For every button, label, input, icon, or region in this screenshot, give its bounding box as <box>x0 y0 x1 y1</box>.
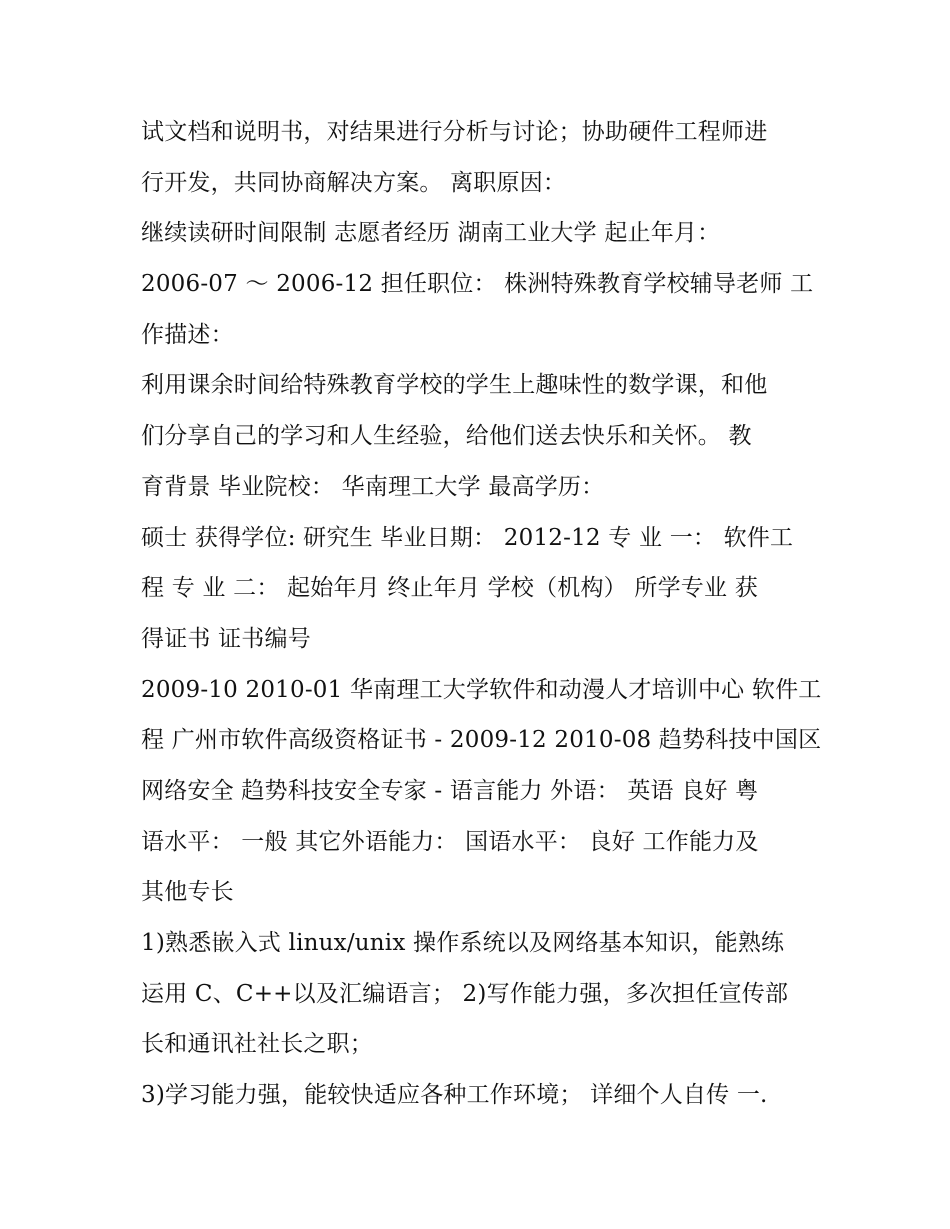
resume-text-block <box>141 107 821 1121</box>
text-line: 行开发，共同协商解决方案。 离职原因： <box>141 169 567 196</box>
text-line: 程 专 业 二： 起始年月 终止年月 学校（机构） 所学专业 获 <box>141 575 758 602</box>
text-line: 硕士 获得学位: 研究生 毕业日期： 2012-12 专 业 一： 软件工 <box>141 524 794 551</box>
text-line: 继续读研时间限制 志愿者经历 湖南工业大学 起止年月： <box>141 220 721 247</box>
text-line: 2009-10 2010-01 华南理工大学软件和动漫人才培训中心 软件工 <box>141 676 822 703</box>
text-line: 网络安全 趋势科技安全专家 - 语言能力 外语： 英语 良好 粤 <box>141 777 759 804</box>
text-line: 得证书 证书编号 <box>141 625 311 652</box>
text-line: 们分享自己的学习和人生经验，给他们送去快乐和关怀。 教 <box>141 423 752 450</box>
text-line: 1)熟悉嵌入式 linux/unix 操作系统以及网络基本知识，能熟练 <box>141 930 785 956</box>
text-line: 作描述： <box>141 321 234 348</box>
text-line: 2006-07 ～ 2006-12 担任职位： 株洲特殊教育学校辅导老师 工 <box>141 271 814 298</box>
text-line: 运用 C、C++以及汇编语言； 2)写作能力强，多次担任宣传部 <box>141 980 789 1007</box>
text-line: 程 广州市软件高级资格证书 - 2009-12 2010-08 趋势科技中国区 <box>141 727 822 754</box>
text-line: 利用课余时间给特殊教育学校的学生上趣味性的数学课，和他 <box>141 372 768 399</box>
text-line: 3)学习能力强，能较快适应各种工作环境； 详细个人自传 一. <box>141 1082 768 1109</box>
text-line: 长和通讯社社长之职； <box>141 1031 373 1058</box>
text-line: 育背景 毕业院校： 华南理工大学 最高学历： <box>141 473 605 500</box>
text-line: 试文档和说明书，对结果进行分析与讨论；协助硬件工程师进 <box>141 119 768 145</box>
text-line: 语水平： 一般 其它外语能力： 国语水平： 良好 工作能力及 <box>141 828 759 855</box>
text-line: 其他专长 <box>141 879 234 906</box>
